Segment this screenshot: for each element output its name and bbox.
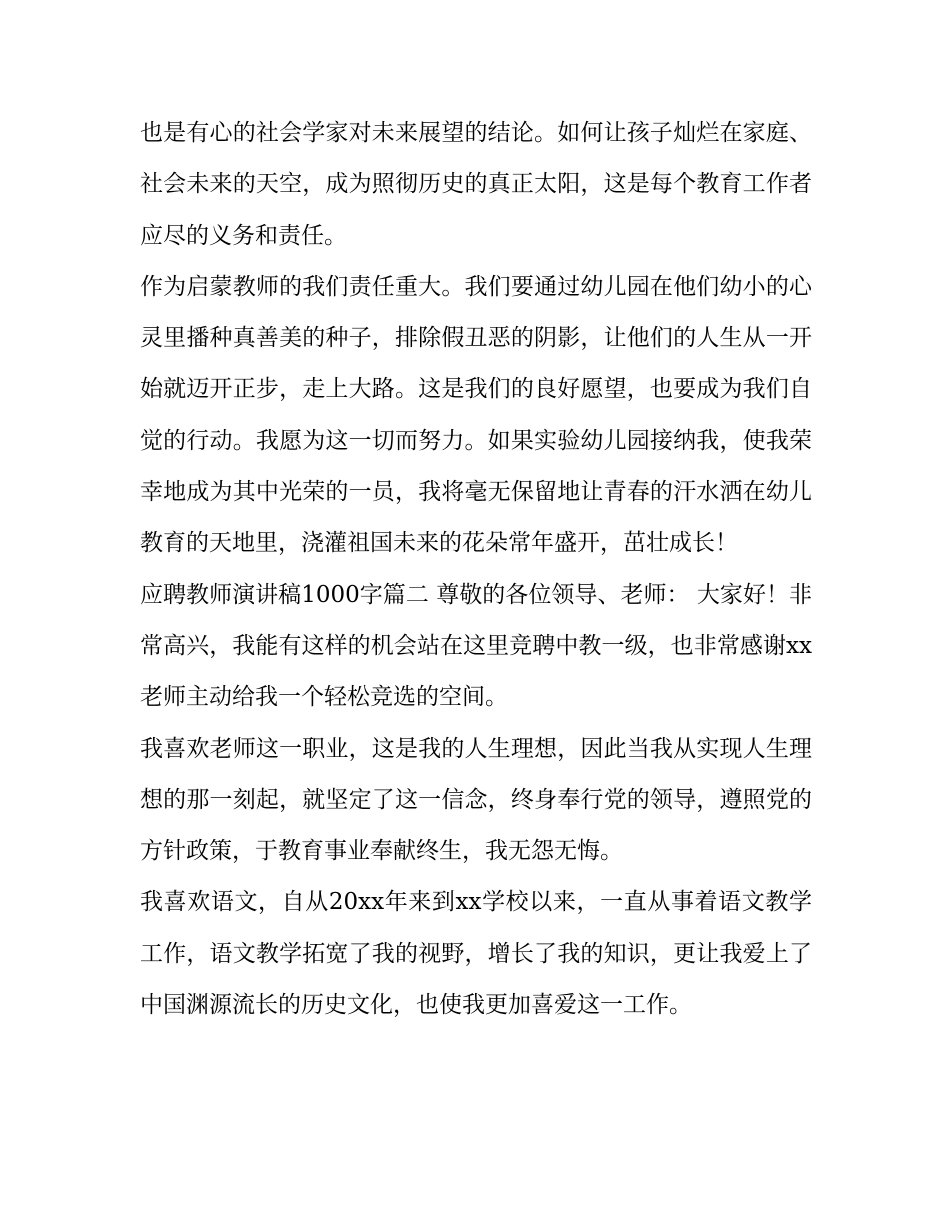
- paragraph-1: 也是有心的社会学家对未来展望的结论。如何让孩子灿烂在家庭、社会未来的天空，成为照彻历史的真正太阳，这是每个教育工作者应尽的义务和责任。: [140, 120, 812, 249]
- paragraph-3: 应聘教师演讲稿1000字篇二 尊敬的各位领导、老师： 大家好！非常高兴，我能有这样的机会站在这里竞聘中教一级，也非常感谢xx老师主动给我一个轻松竞选的空间。: [140, 581, 812, 711]
- document-page: [140, 108, 812, 1031]
- paragraph-2: 作为启蒙教师的我们责任重大。我们要通过幼儿园在他们幼小的心灵里播种真善美的种子，排除假丑恶的阴影，让他们的人生从一开始就迈开正步，走上大路。这是我们的良好愿望，也要成为我们自觉的行动。我愿为这一切而努力。如果实验幼儿园接纳我，使我荣幸地成为其中光荣的一员，我将毫无保留地让青春的汗水洒在幼儿教育的天地里，浇灌祖国未来的花朵常年盛开，茁壮成长！: [140, 273, 812, 557]
- paragraph-5: 我喜欢语文，自从20xx年来到xx学校以来，一直从事着语文教学工作，语文教学拓宽了我的视野，增长了我的知识，更让我爱上了中国渊源流长的历史文化，也使我更加喜爱这一工作。: [140, 889, 812, 1019]
- paragraph-4: 我喜欢老师这一职业，这是我的人生理想，因此当我从实现人生理想的那一刻起，就坚定了这一信念，终身奉行党的领导，遵照党的方针政策，于教育事业奉献终生，我无怨无悔。: [140, 735, 812, 865]
